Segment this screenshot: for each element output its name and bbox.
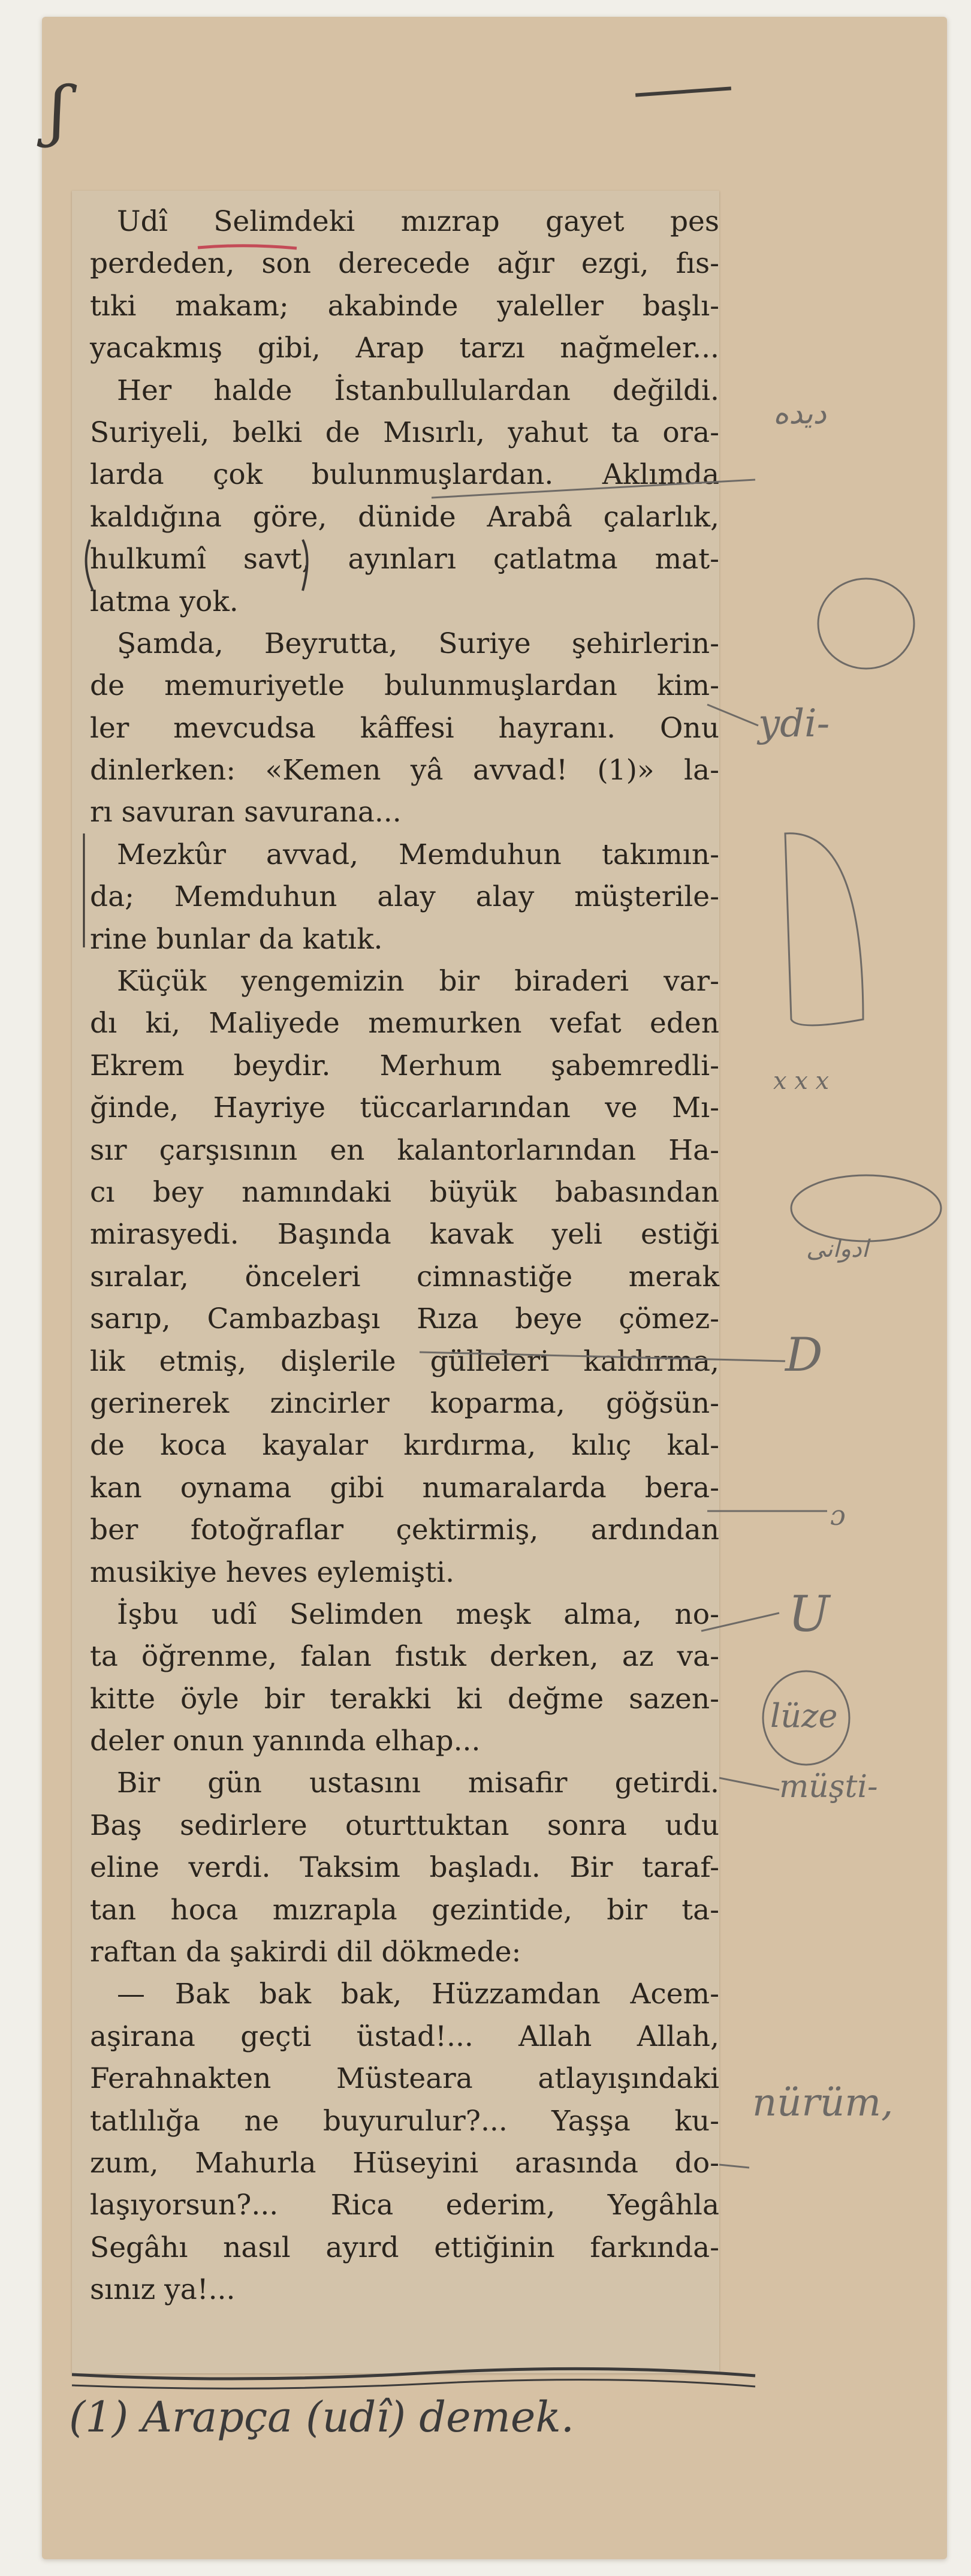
article-line: ber fotoğraflar çektirmiş, ardından — [90, 1513, 719, 1547]
article-line: larda çok bulunmuşlardan. Aklımda — [90, 458, 719, 492]
article-line: yacakmış gibi, Arap tarzı nağmeler... — [90, 332, 719, 365]
article-line: zum, Mahurla Hüseyini arasında do- — [90, 2146, 719, 2180]
article-line: hulkumî savt, ayınları çatlatma mat- — [90, 543, 719, 576]
article-line: lik etmiş, dişlerile gülleleri kaldırma, — [90, 1344, 719, 1378]
article-line: sıralar, önceleri cimnastiğe merak — [90, 1260, 719, 1293]
article-line: tan hoca mızrapla gezintide, bir ta- — [90, 1893, 719, 1927]
article-line: Segâhı nasıl ayırd ettiğinin farkında- — [90, 2231, 719, 2264]
article-line: raftan da şakirdi dil dökmede: — [90, 1936, 521, 1969]
article-line: kitte öyle bir terakki ki değme sazen- — [90, 1682, 719, 1716]
article-line: ta öğrenme, falan fıstık derken, az va- — [90, 1640, 719, 1674]
article-line: rı savuran savurana... — [90, 796, 402, 829]
article-line: Her halde İstanbullulardan değildi. — [117, 374, 719, 407]
article-line: Küçük yengemizin bir biraderi var- — [117, 965, 719, 998]
article-line: Suriyeli, belki de Mısırlı, yahut ta ora- — [90, 416, 719, 449]
article-line: laşıyorsun?... Rica ederim, Yegâhla — [90, 2189, 719, 2222]
article-line: Ferahnakten Müsteara atlayışındaki — [90, 2062, 719, 2096]
article-line: gerinerek zincirler koparma, göğsün- — [90, 1386, 719, 1420]
article-line: latma yok. — [90, 585, 239, 618]
article-line: — Bak bak bak, Hüzzamdan Acem- — [117, 1978, 719, 2011]
article-line: eline verdi. Taksim başladı. Bir taraf- — [90, 1851, 719, 1885]
margin-note-nurum: nürüm, — [752, 2081, 894, 2125]
margin-note-u: U — [788, 1586, 830, 1643]
article-line: dinlerken: «Kemen yâ avvad! (1)» la- — [90, 754, 719, 787]
margin-note-musti: müşti- — [779, 1769, 878, 1805]
article-line: ler mevcudsa kâffesi hayranı. Onu — [90, 711, 719, 745]
article-line: tıki makam; akabinde yaleller başlı- — [90, 289, 719, 323]
article-line: sır çarşısının en kalantorlarından Ha- — [90, 1133, 719, 1167]
article-line: Ekrem beydir. Merhum şabemredli- — [90, 1049, 719, 1082]
corner-pencil-mark: ʃ — [49, 72, 67, 149]
article-line: mirasyedi. Başında kavak yeli estiği — [90, 1218, 719, 1251]
article-line: Udî Selimdeki mızrap gayet pes — [117, 205, 719, 238]
article-line: sınız ya!... — [90, 2273, 236, 2307]
article-line: tatlılığa ne buyurulur?... Yaşşa ku- — [90, 2104, 719, 2138]
handwritten-footnote: (1) Arapça (udî) demek. — [69, 2393, 575, 2442]
article-line: dı ki, Maliyede memurken vefat eden — [90, 1007, 719, 1040]
article-line: Baş sedirlere oturttuktan sonra udu — [90, 1808, 719, 1842]
article-line: ğinde, Hayriye tüccarlarından ve Mı- — [90, 1091, 719, 1125]
article-line: İşbu udî Selimden meşk alma, no- — [117, 1597, 719, 1631]
article-line: perdeden, son derecede ağır ezgi, fıs- — [90, 247, 719, 281]
article-line: Bir gün ustasını misafir getirdi. — [117, 1767, 719, 1800]
article-line: aşirana geçti üstad!... Allah Allah, — [90, 2020, 719, 2053]
article-line: kan oynama gibi numaralarda bera- — [90, 1471, 719, 1504]
margin-note-arabic-1: ديده — [773, 396, 827, 431]
article-line: rine bunlar da katık. — [90, 922, 383, 956]
article-line: de koca kayalar kırdırma, kılıç kal- — [90, 1429, 719, 1462]
margin-note-xxx: x x x — [773, 1067, 830, 1095]
margin-note-udi: ydi- — [758, 702, 830, 746]
margin-note-d: D — [785, 1328, 823, 1382]
article-line: musikiye heves eylemişti. — [90, 1555, 455, 1589]
article-line: de memuriyetle bulunmuşlardan kim- — [90, 669, 719, 703]
margin-note-luze: lüze — [770, 1697, 838, 1735]
article-line: da; Memduhun alay alay müşterile- — [90, 880, 719, 914]
article-line: deler onun yanında elhap... — [90, 1725, 481, 1758]
article-line: Mezkûr avvad, Memduhun takımın- — [117, 838, 719, 871]
article-line: Şamda, Beyrutta, Suriye şehirlerin- — [117, 627, 719, 660]
article-line: sarıp, Cambazbaşı Rıza beye çömez- — [90, 1302, 719, 1336]
article-line: cı bey namındaki büyük babasından — [90, 1175, 719, 1209]
article-line: kaldığına göre, dünide Arabâ çalarlık, — [90, 500, 719, 534]
margin-note-arabic-2: ادوانی — [806, 1235, 869, 1263]
margin-note-paren: ɔ — [830, 1499, 846, 1531]
